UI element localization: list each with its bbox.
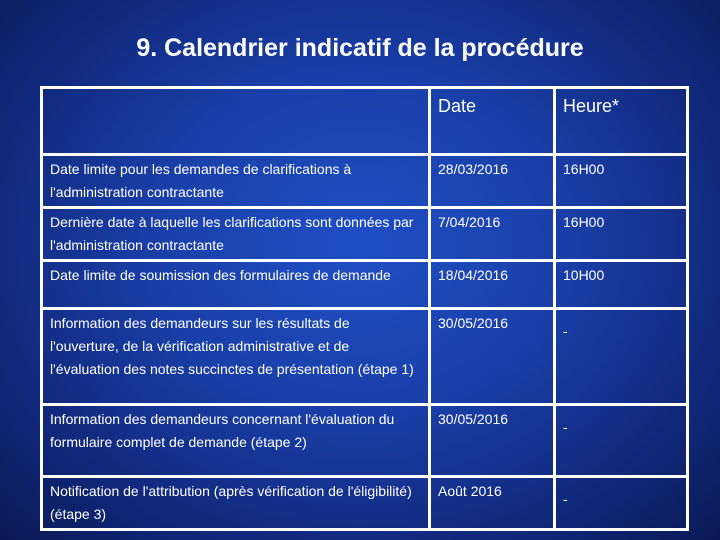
procedure-calendar-table — [40, 86, 689, 531]
row-heure: - — [555, 405, 688, 477]
row-date: 18/04/2016 — [430, 261, 555, 309]
row-heure: - — [555, 309, 688, 405]
table-row — [42, 477, 688, 530]
table-row — [42, 405, 688, 477]
row-label: Information des demandeurs sur les résultats de l'ouverture, de la vérification administrative et de l'évaluation des notes succinctes de présentation (étape 1) — [42, 309, 430, 405]
row-date: 28/03/2016 — [430, 155, 555, 208]
row-label: Date limite de soumission des formulaires de demande — [42, 261, 430, 309]
header-cell-empty — [42, 88, 430, 155]
table-row — [42, 261, 688, 309]
row-heure: 16H00 — [555, 155, 688, 208]
row-date: 30/05/2016 — [430, 405, 555, 477]
header-cell-heure: Heure* — [555, 88, 688, 155]
table-header-row — [42, 88, 688, 155]
row-label: Information des demandeurs concernant l'évaluation du formulaire complet de demande (étape 2) — [42, 405, 430, 477]
row-label: Dernière date à laquelle les clarifications sont données par l'administration contractante — [42, 208, 430, 261]
row-date: 7/04/2016 — [430, 208, 555, 261]
row-heure: 10H00 — [555, 261, 688, 309]
page-title: 9. Calendrier indicatif de la procédure — [136, 34, 584, 62]
table-row — [42, 208, 688, 261]
row-label: Date limite pour les demandes de clarifications à l'administration contractante — [42, 155, 430, 208]
header-cell-date: Date — [430, 88, 555, 155]
table-row — [42, 155, 688, 208]
row-heure: 16H00 — [555, 208, 688, 261]
row-date: 30/05/2016 — [430, 309, 555, 405]
table-row — [42, 309, 688, 405]
row-date: Août 2016 — [430, 477, 555, 530]
row-heure: - — [555, 477, 688, 530]
row-label: Notification de l'attribution (après vérification de l'éligibilité) (étape 3) — [42, 477, 430, 530]
